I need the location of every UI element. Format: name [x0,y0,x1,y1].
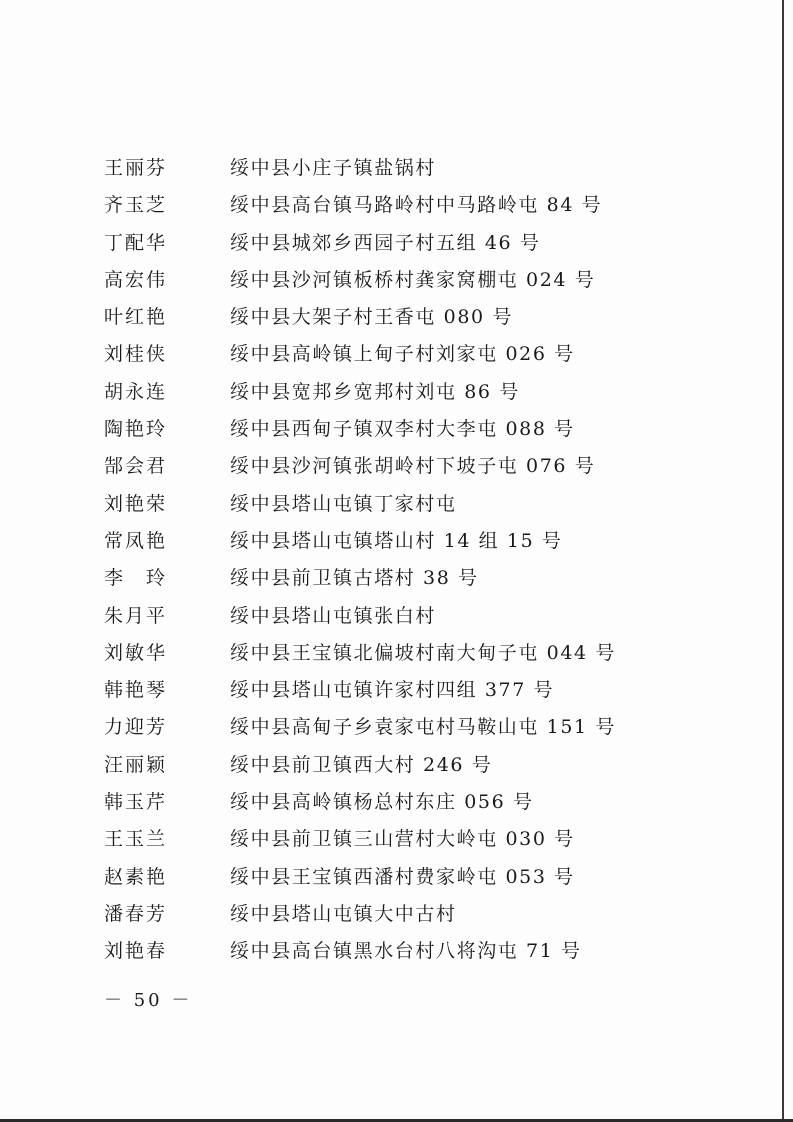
person-address: 绥中县塔山屯镇丁家村屯 [230,492,457,515]
name-address-list [0,150,793,971]
person-address: 绥中县高台镇马路岭村中马路岭屯 84 号 [230,194,603,217]
list-item [0,933,793,970]
person-address: 绥中县塔山屯镇张白村 [230,604,437,627]
list-item [0,635,793,672]
person-address: 绥中县高岭镇杨总村东庄 056 号 [230,791,534,814]
person-address: 绥中县塔山屯镇塔山村 14 组 15 号 [230,529,563,552]
list-item [0,784,793,821]
person-name: 朱月平 [104,604,168,627]
list-item [0,374,793,411]
person-name: 陶艳玲 [104,418,168,441]
list-item [0,225,793,262]
person-address: 绥中县王宝镇西潘村费家岭屯 053 号 [230,865,575,888]
person-name: 刘艳春 [104,940,168,963]
person-name: 王玉兰 [104,828,168,851]
person-name: 王丽芬 [104,157,168,179]
person-name: 刘桂侠 [104,343,168,366]
person-address: 绥中县塔山屯镇许家村四组 377 号 [230,679,555,702]
page-number: － 50 － [104,990,193,1011]
person-name: 胡永连 [104,380,168,403]
person-address: 绥中县沙河镇板桥村龚家窝棚屯 024 号 [230,268,596,291]
person-address: 绥中县沙河镇张胡岭村下坡子屯 076 号 [230,455,596,478]
person-name: 李 玲 [104,567,168,590]
list-item [0,299,793,336]
person-name: 韩玉芹 [104,791,168,814]
list-item [0,672,793,709]
person-address: 绥中县小庄子镇盐锅村 [230,157,437,179]
person-address: 绥中县高台镇黑水台村八将沟屯 71 号 [230,940,582,963]
list-item [0,896,793,933]
person-address: 绥中县塔山屯镇大中古村 [230,902,457,925]
list-item [0,747,793,784]
person-address: 绥中县前卫镇西大村 246 号 [230,753,493,776]
person-address: 绥中县宽邦乡宽邦村刘屯 86 号 [230,380,520,403]
person-name: 赵素艳 [104,865,168,888]
person-name: 丁配华 [104,231,168,254]
list-item [0,187,793,224]
list-item [0,486,793,523]
person-name: 刘艳荣 [104,492,168,515]
person-name: 潘春芳 [104,902,168,925]
person-name: 韩艳琴 [104,679,168,702]
person-address: 绥中县西甸子镇双李村大李屯 088 号 [230,418,575,441]
person-address: 绥中县城郊乡西园子村五组 46 号 [230,231,541,254]
list-item [0,709,793,746]
list-item [0,150,793,187]
person-address: 绥中县王宝镇北偏坡村南大甸子屯 044 号 [230,641,616,664]
list-item [0,336,793,373]
person-address: 绥中县高甸子乡袁家屯村马鞍山屯 151 号 [230,716,616,739]
person-address: 绥中县高岭镇上甸子村刘家屯 026 号 [230,343,575,366]
list-item [0,598,793,635]
list-item [0,448,793,485]
list-item [0,262,793,299]
person-address: 绥中县大架子村王香屯 080 号 [230,306,513,329]
person-name: 汪丽颖 [104,753,168,776]
person-name: 齐玉芝 [104,194,168,217]
list-item [0,821,793,858]
list-item [0,523,793,560]
list-item [0,411,793,448]
person-name: 力迎芳 [104,716,168,739]
person-address: 绥中县前卫镇古塔村 38 号 [230,567,479,590]
person-name: 叶红艳 [104,306,168,329]
list-item [0,560,793,597]
person-name: 刘敏华 [104,641,168,664]
person-name: 常凤艳 [104,529,168,552]
list-item [0,859,793,896]
person-name: 郜会君 [104,455,168,478]
person-address: 绥中县前卫镇三山营村大岭屯 030 号 [230,828,575,851]
person-name: 高宏伟 [104,268,168,291]
